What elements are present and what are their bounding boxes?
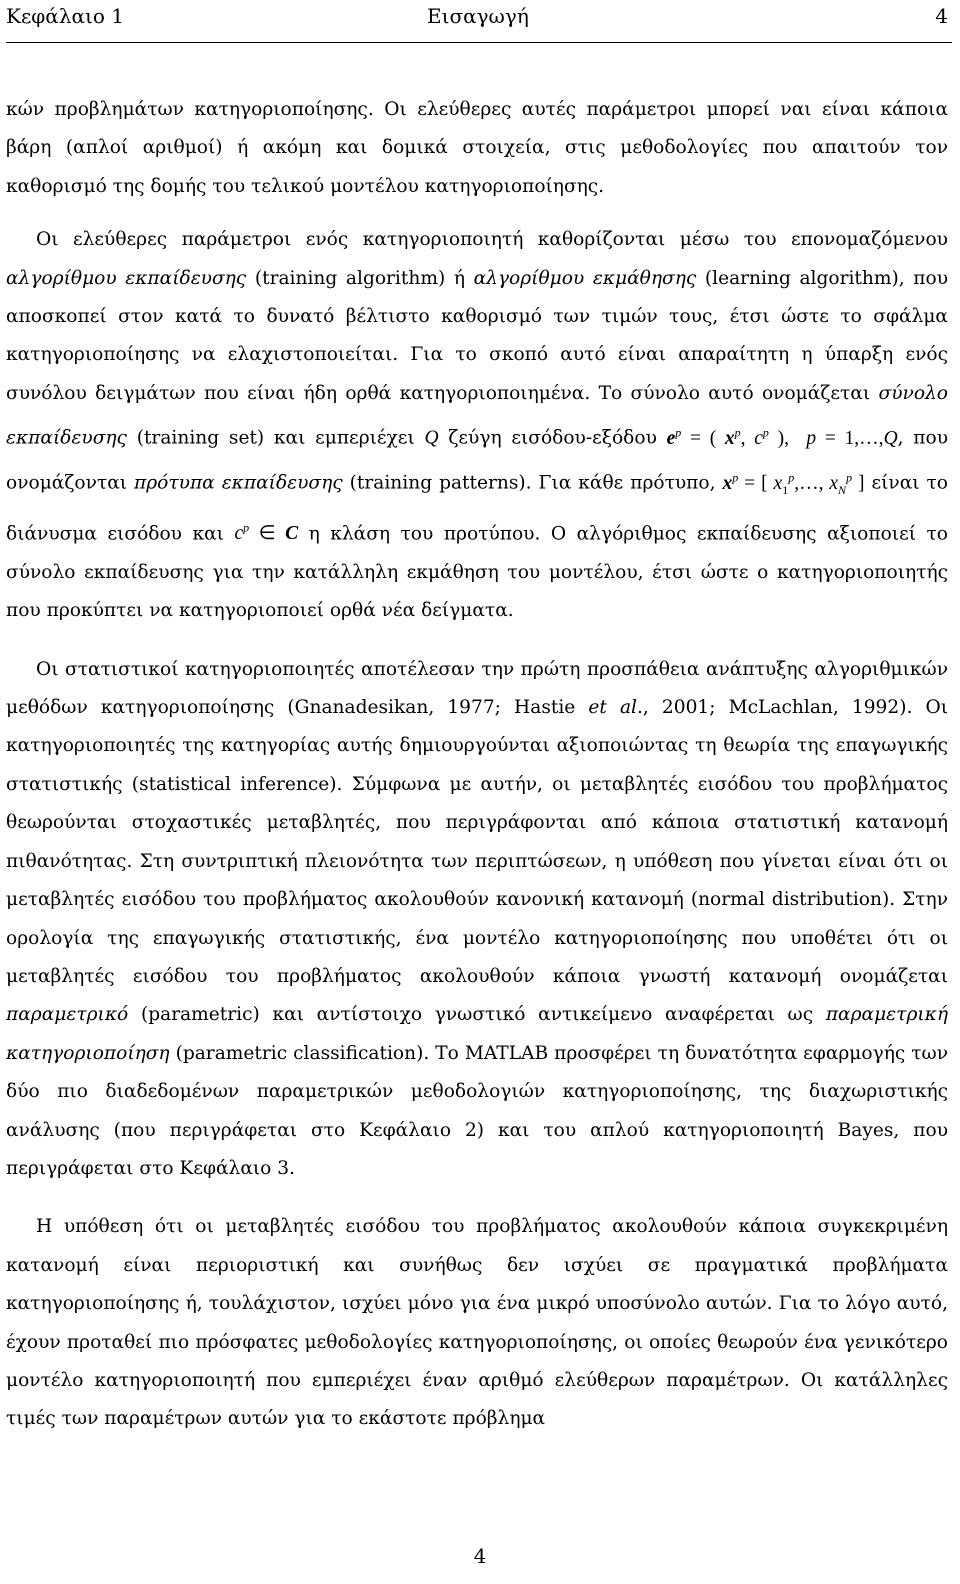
paragraph-training-algorithm: Οι ελεύθερες παράμετροι ενός κατηγοριοποιητή καθορίζονται μέσω του επονομαζόμενου αλγορίθμου εκπαίδευσης (training algorithm) ή αλγορίθμου εκμάθησης (learning algorithm), που αποσκοπεί στον κατά το δυνατό βέλτιστο καθορισμό των τιμών τους, έτσι ώστε το σφάλμα κατηγοριοποίησης να ελαχιστοποιείται. Για το σκοπό αυτό είναι απαραίτητη η ύπαρξη ενός συνόλου δειγμάτων που είναι ήδη ορθά κατηγοριοποιημένα. Το σύνολο αυτό ονομάζεται σύνολο εκπαίδευσης (training set) και εμπεριέχει Q ζεύγη εισόδου-εξόδου $e^p$ = ( $x^p$, $c^p$ ), p = 1,…,Q, που ονομάζονται πρότυπα εκπαίδευσης (training patterns). Για κάθε πρότυπο, $x^p$ = [ $x_1^p,\dots$, $x_N^p$ ] είναι το διάνυσμα εισόδου και $c^p$ ∈ C η κλάση του προτύπου. Ο αλγόριθμος εκπαίδευσης αξιοποιεί το σύνολο εκπαίδευσης για την κατάλληλη εκμάθηση του μοντέλου, έτσι ώστε ο κατηγοριοποιητής που προκύπτει να κατηγοριοποιεί ορθά νέα δείγματα.: [6, 229, 949, 622]
paragraph-statistical-classifiers: Οι στατιστικοί κατηγοριοποιητές αποτέλεσαν την πρώτη προσπάθεια ανάπτυξης αλγοριθμικών μεθόδων κατηγοριοποίησης (Gnanadesikan, 1977; Hastie et al., 2001; McLachlan, 1992). Οι κατηγοριοποιητές της κατηγορίας αυτής δημιουργούνται αξιοποιώντας τη θεωρία της επαγωγικής στατιστικής (statistical inference). Σύμφωνα με αυτήν, οι μεταβλητές εισόδου του προβλήματος θεωρούνται στοχαστικές μεταβλητές, που περιγράφονται από κάποια στατιστική κατανομή πιθανότητας. Στη συντριπτική πλειονότητα των περιπτώσεων, η υπόθεση που γίνεται είναι ότι οι μεταβλητές εισόδου του προβλήματος ακολουθούν κανονική κατανομή (normal distribution). Στην ορολογία της επαγωγικής στατιστικής, ένα μοντέλο κατηγοριοποίησης που υποθέτει ότι οι μεταβλητές εισόδου του προβλήματος ακολουθούν κάποια γνωστή κατανομή ονομάζεται παραμετρικό (parametric) και αντίστοιχο γνωστικό αντικείμενο αναφέρεται ως παραμετρική κατηγοριοποίηση (parametric classification). Το MATLAB προσφέρει τη δυνατότητα εφαρμογής των δύο πιο διαδεδομένων παραμετρικών μεθοδολογιών κατηγοριοποίησης, της διαχωριστικής ανάλυσης (που περιγράφεται στο Κεφάλαιο 2) και του απλού κατηγοριοποιητή Bayes, που περιγράφεται στο Κεφάλαιο 3.: [6, 658, 949, 1179]
term-training-patterns: πρότυπα εκπαίδευσης: [134, 472, 343, 494]
chapter-label: Κεφάλαιο 1: [6, 4, 124, 28]
formula-class-membership: $c^p$ ∈ C: [234, 520, 299, 545]
term-parametric: παραμετρικό: [6, 1004, 129, 1026]
footer-page-number: 4: [473, 1544, 487, 1568]
citation-et-al: et al: [588, 697, 637, 719]
formula-pattern-pair: $e^p$ = ( $x^p$, $c^p$ ), p = 1,…,Q: [666, 425, 898, 449]
formula-input-vector: $x^p$ = [ $x_1^p,\dots$, $x_N^p$ ]: [722, 470, 865, 497]
running-header: [0, 0, 960, 44]
header-rule: [6, 42, 952, 43]
term-parametric-classification: παραμετρική κατηγοριοποίηση: [6, 1004, 948, 1064]
term-training-algorithm: αλγορίθμου εκπαίδευσης: [6, 267, 247, 289]
paragraph-distribution-assumption: Η υπόθεση ότι οι μεταβλητές εισόδου του προβλήματος ακολουθούν κάποια συγκεκριμένη κατανομή είναι περιοριστική και συνήθως δεν ισχύει σε πραγματικά προβλήματα κατηγοριοποίησης ή, τουλάχιστον, ισχύει μόνο για ένα μικρό υποσύνολο αυτών. Για το λόγο αυτό, έχουν προταθεί πιο πρόσφατες μεθοδολογίες κατηγοριοποίησης, οι οποίες θεωρούν ένα γενικότερο μοντέλο κατηγοριοποιητή που εμπεριέχει έναν αριθμό ελεύθερων παραμέτρων. Οι κατάλληλες τιμές των παραμέτρων αυτών για το εκάστοτε πρόβλημα: [6, 1216, 948, 1430]
term-training-set: σύνολο εκπαίδευσης: [6, 382, 948, 449]
term-learning-algorithm: αλγορίθμου εκμάθησης: [473, 267, 697, 289]
math-q: Q: [424, 427, 439, 449]
paragraph-continuation: κών προβλημάτων κατηγοριοποίησης. Οι ελεύθερες αυτές παράμετροι μπορεί ναι είναι κάποια βάρη (απλοί αριθμοί) ή ακόμη και δομικά στοιχεία, στις μεθοδολογίες που απαιτούν τον καθορισμό της δομής του τελικού μοντέλου κατηγοριοποίησης.: [6, 99, 948, 197]
header-page-number: 4: [935, 4, 948, 28]
chapter-title: Εισαγωγή: [427, 4, 529, 28]
page-body: [6, 91, 948, 1439]
